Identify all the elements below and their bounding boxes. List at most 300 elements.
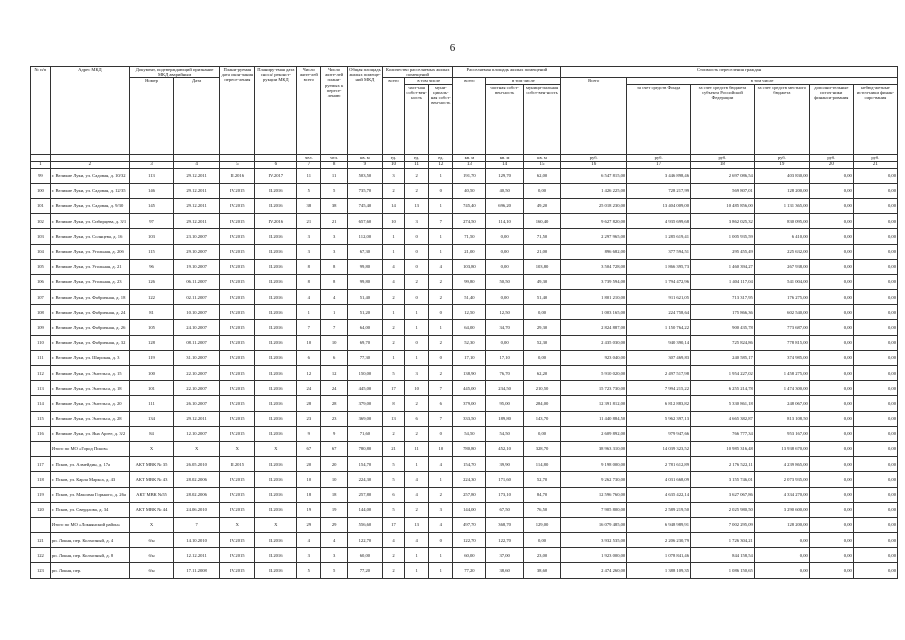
table-cell: 62,00 — [523, 168, 560, 183]
table-cell: 3 504 728,00 — [561, 259, 627, 274]
table-cell: 19 — [297, 502, 321, 517]
header-residents-planned: Число жите-лей плани-руемых к пересе-лению — [321, 67, 347, 155]
column-number-cell: 6 — [255, 161, 297, 168]
table-cell: 369,00 — [347, 411, 382, 426]
table-cell: 5 — [383, 502, 405, 517]
address-cell: рп. Локня, пер. Колхозный, д. 8 — [50, 548, 129, 563]
table-cell: 0,00 — [523, 305, 560, 320]
address-cell: г. Великие Луки, ул. Садовая, д. 10/32 — [50, 168, 129, 183]
column-number-cell: 15 — [523, 161, 560, 168]
table-cell: 2 — [429, 366, 453, 381]
address-cell: г. Псков, ул. Алмейдин, д. 17а — [50, 457, 129, 472]
table-cell: 3 862 025,32 — [691, 214, 755, 229]
table-cell: 40,50 — [453, 183, 486, 198]
address-cell: г. Великие Луки, ул. Фабричная, д. 18 — [50, 290, 129, 305]
table-cell: 1 923 000,00 — [561, 548, 627, 563]
table-cell: 2 474 260,00 — [561, 563, 627, 578]
unit-cell: ед. — [383, 154, 405, 161]
table-cell: 0,00 — [853, 214, 897, 229]
table-cell: 0 — [405, 259, 429, 274]
table-cell: 18 — [297, 487, 321, 502]
table-cell: 0,00 — [809, 563, 853, 578]
table-cell: 29.10.2007 — [174, 244, 220, 259]
table-cell: 117 — [31, 457, 51, 472]
table-cell: IV.2015 — [220, 335, 255, 350]
header-total-area: Общая площадь жилых помеще-ний МКД — [347, 67, 382, 155]
table-cell: 0,00 — [853, 350, 897, 365]
table-cell: 112 — [31, 366, 51, 381]
table-cell: 138,90 — [453, 366, 486, 381]
table-cell: 29.12.2011 — [174, 198, 220, 213]
table-cell: 2 589 219,50 — [627, 502, 691, 517]
table-cell: 8 — [383, 396, 405, 411]
table-cell: 31.10.2007 — [174, 350, 220, 365]
table-cell: 0,00 — [853, 244, 897, 259]
table-cell: 4 — [429, 457, 453, 472]
table-cell: IV.2015 — [220, 426, 255, 441]
table-cell: 103 — [31, 229, 51, 244]
table-cell: IV.2015 — [220, 381, 255, 396]
address-cell: г. Псков, ул. Свердлова, д. 34 — [50, 502, 129, 517]
table-cell: 0 — [429, 183, 453, 198]
table-cell: 1 474 300,00 — [754, 381, 809, 396]
table-cell: IV.2015 — [220, 396, 255, 411]
table-cell: 1 — [297, 305, 321, 320]
table-cell: 248 067,00 — [754, 396, 809, 411]
table-cell: 29.12.2011 — [174, 183, 220, 198]
table-cell: 150,00 — [347, 366, 382, 381]
table-cell: 6 812 883,82 — [627, 396, 691, 411]
table-cell: 0,00 — [809, 320, 853, 335]
table-cell: 0,00 — [809, 411, 853, 426]
table-cell: II.2016 — [255, 350, 297, 365]
table-cell: 21,00 — [523, 244, 560, 259]
table-cell: 4 031 668,09 — [627, 472, 691, 487]
table-cell: 445,00 — [453, 381, 486, 396]
table-cell: 38 — [321, 198, 347, 213]
table-row — [31, 457, 898, 472]
table-cell: 12 — [297, 366, 321, 381]
table-cell: 54,50 — [486, 426, 523, 441]
header-n: № п/п — [31, 67, 51, 155]
table-cell: 12 596 760,00 — [561, 487, 627, 502]
table-cell: 5 330 861,18 — [691, 396, 755, 411]
table-cell: 0,00 — [809, 229, 853, 244]
table-cell: 0,00 — [809, 198, 853, 213]
table-cell: 18 — [321, 487, 347, 502]
address-cell: г. Великие Луки, ул. Сибирцева, д. 3/1 — [50, 214, 129, 229]
column-number-cell: 1 — [31, 161, 51, 168]
table-cell: 102 — [31, 214, 51, 229]
table-cell: 368,70 — [486, 517, 523, 532]
table-cell: 10 — [405, 381, 429, 396]
column-number-cell: 16 — [561, 161, 627, 168]
address-cell: г. Великие Луки, ул. Солнцева, д. 16 — [50, 229, 129, 244]
table-cell: 9 627 820,00 — [561, 214, 627, 229]
table-cell: 778 815,00 — [754, 335, 809, 350]
address-cell: г. Великие Луки, ул. Угольная, д. 23 — [50, 274, 129, 289]
table-cell: 100 — [31, 183, 51, 198]
table-cell: 1 078 841,46 — [627, 548, 691, 563]
table-cell: 64,00 — [347, 320, 382, 335]
table-cell: II.2015 — [220, 457, 255, 472]
header-area-municipal: муници-пальная собст-вен-ность — [523, 84, 560, 154]
table-cell: 0,00 — [853, 168, 897, 183]
table-cell: 0,00 — [853, 320, 897, 335]
table-cell: 602 540,00 — [754, 305, 809, 320]
table-cell: 0,00 — [853, 183, 897, 198]
table-cell: IV.2015 — [220, 350, 255, 365]
table-cell: 122 — [130, 290, 174, 305]
unit-cell: кв. м — [523, 154, 560, 161]
table-cell: 24.06.2010 — [174, 502, 220, 517]
table-cell: 105 — [31, 259, 51, 274]
table-cell: 2 — [383, 320, 405, 335]
table-cell: 17 — [383, 517, 405, 532]
table-cell: II.2016 — [255, 457, 297, 472]
header-rooms-municipal: муни-ципаль-ная собст-вен-ность — [429, 84, 453, 154]
table-cell: II.2016 — [255, 229, 297, 244]
table-cell: 146 — [130, 183, 174, 198]
table-cell: 2 497 517,98 — [627, 366, 691, 381]
address-cell: г. Великие Луки, ул. Энгельса, д. 15 — [50, 366, 129, 381]
table-cell: 4 — [429, 259, 453, 274]
table-cell: 0,00 — [809, 244, 853, 259]
table-cell: 224 758,64 — [627, 305, 691, 320]
table-cell: IV.2015 — [220, 533, 255, 548]
table-cell: 844 158,54 — [691, 548, 755, 563]
header-planned-demolish: Планиру-емая дата сноса/ реконст-рукции МКД — [255, 67, 297, 155]
table-cell: 2 — [405, 183, 429, 198]
unit-cell: руб. — [754, 154, 809, 161]
table-cell: 22.10.2007 — [174, 366, 220, 381]
table-cell: 51,20 — [347, 305, 382, 320]
table-cell: 4 — [297, 533, 321, 548]
table-cell: 29,30 — [523, 320, 560, 335]
table-cell: II.2016 — [255, 396, 297, 411]
table-cell: 77,30 — [347, 350, 382, 365]
table-cell: 34,70 — [486, 320, 523, 335]
table-row — [31, 563, 898, 578]
table-cell: 10 — [297, 335, 321, 350]
header-cost-fund: за счет средств Фонда — [627, 84, 691, 154]
table-cell: 24 — [297, 381, 321, 396]
table-cell: 979 947,66 — [627, 426, 691, 441]
table-cell: 953 167,00 — [754, 426, 809, 441]
column-number-cell: 8 — [321, 161, 347, 168]
table-cell: 5 — [297, 183, 321, 198]
table-cell: X — [220, 517, 255, 532]
table-cell: 0,00 — [809, 517, 853, 532]
table-cell: 23 — [297, 411, 321, 426]
table-cell: 940 390,14 — [627, 335, 691, 350]
table-cell: 8 — [297, 259, 321, 274]
table-cell: 64,00 — [453, 320, 486, 335]
table-cell: 4 635 422,14 — [627, 487, 691, 502]
table-cell: 37,00 — [486, 548, 523, 563]
table-cell: 108 — [31, 305, 51, 320]
address-cell: г. Псков, ул. Карла Маркса, д. 43 — [50, 472, 129, 487]
table-cell: 1 460 394,27 — [691, 259, 755, 274]
table-cell: 1 131 365,00 — [754, 198, 809, 213]
header-doc-number: Номер — [130, 78, 174, 154]
table-cell: 6 547 815,00 — [561, 168, 627, 183]
table-cell: 3 290 600,00 — [754, 502, 809, 517]
table-cell: 0,00 — [809, 366, 853, 381]
header-rooms-private: част-ная собст-вен-ность — [405, 84, 429, 154]
table-cell: 2 — [383, 548, 405, 563]
address-cell: г. Великие Луки, ул. Энгельса, д. 20 — [50, 396, 129, 411]
table-cell: 780,80 — [347, 441, 382, 456]
table-cell: 6 — [405, 411, 429, 426]
table-cell: 24.10.2007 — [174, 320, 220, 335]
table-cell: 10 — [429, 441, 453, 456]
table-cell: 52,30 — [523, 335, 560, 350]
table-row — [31, 502, 898, 517]
table-cell: II.2016 — [255, 426, 297, 441]
address-cell: г. Великие Луки, ул. Угольная, д. 21 — [50, 259, 129, 274]
unit-cell: руб. — [691, 154, 755, 161]
column-number-cell: 7 — [297, 161, 321, 168]
table-cell: IV.2015 — [220, 502, 255, 517]
table-cell: 21,00 — [453, 244, 486, 259]
table-cell: 4 — [383, 259, 405, 274]
table-cell: 0,00 — [853, 274, 897, 289]
header-planned-end: Плани-руемая дата окон-чания пересе-ления — [220, 67, 255, 155]
table-row — [31, 198, 898, 213]
table-cell: 76,50 — [523, 502, 560, 517]
table-cell: IV.2015 — [220, 214, 255, 229]
table-cell: 25 018 230,00 — [561, 198, 627, 213]
address-cell: г. Великие Луки, ул. Садовая, д. 9/30 — [50, 198, 129, 213]
table-cell: 107 — [31, 290, 51, 305]
table-cell: 2 — [383, 563, 405, 578]
table-cell: 3 627 067,86 — [691, 487, 755, 502]
table-cell: 189,80 — [486, 411, 523, 426]
table-cell: 69,70 — [347, 335, 382, 350]
table-cell: IV.2015 — [220, 563, 255, 578]
table-cell: 0,00 — [809, 168, 853, 183]
table-row — [31, 366, 898, 381]
table-cell: 160,40 — [523, 214, 560, 229]
table-cell: 1 726 304,21 — [691, 533, 755, 548]
table-cell: 103,80 — [453, 259, 486, 274]
table-cell: 274,50 — [453, 214, 486, 229]
table-cell: 144,00 — [347, 502, 382, 517]
table-cell: 735,70 — [347, 183, 382, 198]
column-number-cell: 11 — [405, 161, 429, 168]
table-cell: 379,00 — [347, 396, 382, 411]
table-cell: 3 739 594,00 — [561, 274, 627, 289]
table-cell: 29 — [321, 517, 347, 532]
table-cell: II.2016 — [255, 183, 297, 198]
table-cell: 911 621,05 — [627, 290, 691, 305]
table-cell: 1 005 935,59 — [691, 229, 755, 244]
table-cell: 0,00 — [809, 441, 853, 456]
unit-cell: ед. — [429, 154, 453, 161]
table-cell: 84 — [130, 426, 174, 441]
table-cell: 26.10.2007 — [174, 396, 220, 411]
table-cell: II.2016 — [255, 563, 297, 578]
table-cell: 175 866,36 — [691, 305, 755, 320]
table-cell: 4 — [405, 487, 429, 502]
table-cell: 17.11.2008 — [174, 563, 220, 578]
column-number-cell: 13 — [453, 161, 486, 168]
table-cell: 7 002 295,09 — [691, 517, 755, 532]
table-cell: 10.10.2007 — [174, 305, 220, 320]
table-cell: 113 — [31, 381, 51, 396]
table-cell: 28 — [321, 396, 347, 411]
table-cell: 10 — [383, 214, 405, 229]
table-cell: 103 — [130, 229, 174, 244]
table-cell: 3 446 898,46 — [627, 168, 691, 183]
table-cell: 38,60 — [523, 563, 560, 578]
table-cell: 0 — [405, 290, 429, 305]
table-cell: 1 — [429, 472, 453, 487]
table-cell: 109 — [31, 320, 51, 335]
table-cell: 3 155 746,01 — [691, 472, 755, 487]
table-cell: 13 404 009,00 — [627, 198, 691, 213]
table-cell: 7 — [429, 214, 453, 229]
table-cell: 144,00 — [453, 502, 486, 517]
table-cell: 224,30 — [347, 472, 382, 487]
table-cell: 295 455,49 — [691, 244, 755, 259]
table-cell: 0,00 — [809, 274, 853, 289]
table-cell: 4 — [405, 472, 429, 487]
table-cell: 0,00 — [809, 350, 853, 365]
resettlement-table-container — [30, 66, 898, 579]
table-cell: 176 275,00 — [754, 290, 809, 305]
table-cell: 0,00 — [809, 305, 853, 320]
table-cell: 2 697 086,54 — [691, 168, 755, 183]
table-cell: 40,50 — [486, 183, 523, 198]
unit-cell: руб. — [853, 154, 897, 161]
table-cell: 17,10 — [486, 350, 523, 365]
table-cell: 3 — [321, 229, 347, 244]
table-cell: X — [130, 441, 174, 456]
header-area-rooms: Расселяемая площадь жилых помещений — [453, 67, 561, 78]
table-cell: 3 — [321, 244, 347, 259]
table-cell: 38 — [297, 198, 321, 213]
table-cell: 2 — [429, 290, 453, 305]
header-count-rooms: Количество расселяемых жилых помещений — [383, 67, 453, 78]
table-cell: 2 435 030,00 — [561, 335, 627, 350]
table-cell: 20 — [321, 457, 347, 472]
table-cell: 9 — [321, 426, 347, 441]
table-cell: 210,50 — [523, 381, 560, 396]
table-cell: 0 — [429, 305, 453, 320]
table-cell: IV.2015 — [220, 411, 255, 426]
table-cell: 11 440 884,50 — [561, 411, 627, 426]
table-cell: 696,20 — [486, 198, 523, 213]
table-cell: 67 — [321, 441, 347, 456]
column-number-cell: 9 — [347, 161, 382, 168]
table-cell: 257,80 — [453, 487, 486, 502]
table-cell: 7 — [429, 411, 453, 426]
table-cell: II.2016 — [255, 366, 297, 381]
unit-cell — [174, 154, 220, 161]
table-cell: 379,00 — [453, 396, 486, 411]
table-cell: 0,00 — [853, 502, 897, 517]
table-cell: 62,20 — [523, 366, 560, 381]
table-cell: 26.05.2010 — [174, 457, 220, 472]
header-cost-unneeded: небюд-жетные источ-ники финан-сиро-вания — [853, 84, 897, 154]
table-cell: 1 285 619,41 — [627, 229, 691, 244]
table-cell: 115 — [130, 244, 174, 259]
table-cell: 2 — [429, 487, 453, 502]
table-row — [31, 426, 898, 441]
header-cost-total: Всего — [561, 78, 627, 154]
table-cell: 9 198 000,00 — [561, 457, 627, 472]
table-cell: 121 — [31, 533, 51, 548]
table-cell: 11 — [321, 168, 347, 183]
table-cell: II.2016 — [255, 305, 297, 320]
table-cell: 224,30 — [453, 472, 486, 487]
table-cell: 3 — [405, 366, 429, 381]
table-cell: 1 — [405, 350, 429, 365]
unit-cell — [50, 154, 129, 161]
table-cell: 0,00 — [809, 472, 853, 487]
table-cell: 71,60 — [347, 426, 382, 441]
table-cell: 13 938 670,00 — [754, 441, 809, 456]
table-cell: 21 — [321, 214, 347, 229]
table-cell: 7 — [429, 381, 453, 396]
table-cell: IV.2015 — [220, 305, 255, 320]
table-cell: АКТ МВК №55 — [130, 487, 174, 502]
table-cell: II.2016 — [255, 274, 297, 289]
table-cell: 541 004,00 — [754, 274, 809, 289]
header-doc-date: Дата — [174, 78, 220, 154]
table-cell: 403 830,00 — [754, 168, 809, 183]
table-cell: 0,00 — [486, 259, 523, 274]
table-cell: 4 — [321, 290, 347, 305]
table-cell: 13 — [383, 411, 405, 426]
table-cell: 3 — [321, 548, 347, 563]
table-cell: 99,80 — [347, 274, 382, 289]
table-cell: 713 317,95 — [691, 290, 755, 305]
address-cell: г. Великие Луки, ул. Фабричная, д. 32 — [50, 335, 129, 350]
table-cell: 0,00 — [853, 517, 897, 532]
table-cell: 51,40 — [453, 290, 486, 305]
table-cell: 328,70 — [523, 441, 560, 456]
table-cell: 02.11.2007 — [174, 290, 220, 305]
table-cell: 0 — [405, 229, 429, 244]
table-cell: 28.02.2006 — [174, 472, 220, 487]
table-cell: АКТ МВК № 35 — [130, 457, 174, 472]
header-area-incl: в том числе — [486, 78, 561, 84]
header-rooms-incl: в том числе — [405, 78, 453, 84]
table-row — [31, 517, 898, 532]
table-cell: 225 632,00 — [754, 244, 809, 259]
table-cell: 101 — [31, 198, 51, 213]
column-numbers-row — [31, 161, 898, 168]
table-cell: 0,00 — [809, 290, 853, 305]
table-cell: 3 — [383, 168, 405, 183]
table-cell: 20 — [297, 457, 321, 472]
table-cell: 29.12.2011 — [174, 168, 220, 183]
table-cell: 5 — [383, 457, 405, 472]
table-cell — [31, 441, 51, 456]
table-cell: 97 — [130, 214, 174, 229]
table-cell: 0,00 — [523, 533, 560, 548]
address-cell: рп. Локня, пер. Колхозный, д. 4 — [50, 533, 129, 548]
table-cell: 0,00 — [853, 335, 897, 350]
unit-cell — [130, 154, 174, 161]
table-cell: 134 — [130, 411, 174, 426]
table-cell: 4 — [321, 533, 347, 548]
table-cell: 2 176 522,11 — [691, 457, 755, 472]
table-cell: II.2016 — [255, 259, 297, 274]
